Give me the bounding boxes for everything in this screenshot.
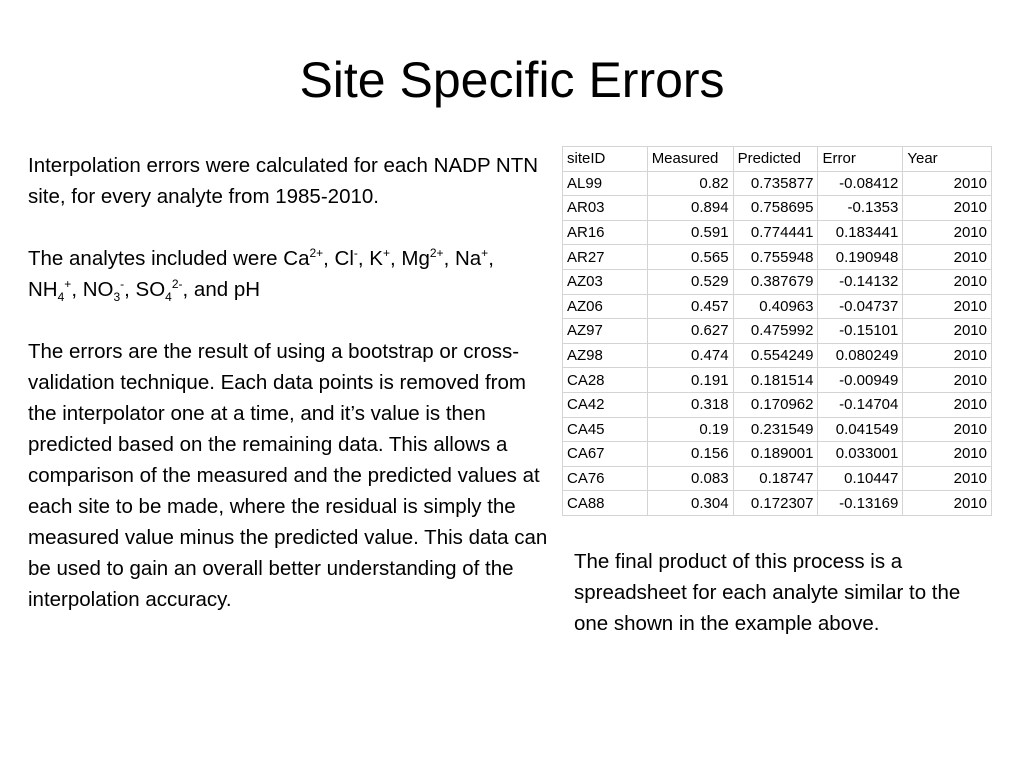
table-row — [563, 294, 992, 319]
table-cell: 0.10447 — [818, 466, 903, 491]
table-cell: -0.1353 — [818, 196, 903, 221]
table-cell: 0.82 — [647, 171, 733, 196]
description-text — [28, 150, 548, 615]
column-header: Year — [903, 147, 992, 172]
table-cell: 0.183441 — [818, 220, 903, 245]
table-cell: 0.475992 — [733, 319, 818, 344]
table-row — [563, 368, 992, 393]
table-row — [563, 245, 992, 270]
table-row — [563, 466, 992, 491]
table-cell: 0.080249 — [818, 343, 903, 368]
table-cell: 0.735877 — [733, 171, 818, 196]
table-cell: CA67 — [563, 442, 648, 467]
table-cell: 0.457 — [647, 294, 733, 319]
column-header: siteID — [563, 147, 648, 172]
table-cell: AZ03 — [563, 269, 648, 294]
table-cell: 0.191 — [647, 368, 733, 393]
table-cell: AZ06 — [563, 294, 648, 319]
table-row — [563, 442, 992, 467]
table-cell: 0.170962 — [733, 392, 818, 417]
table-cell: 0.083 — [647, 466, 733, 491]
table-cell: CA88 — [563, 491, 648, 516]
table-cell: 2010 — [903, 245, 992, 270]
table-row — [563, 319, 992, 344]
table-row — [563, 343, 992, 368]
table-cell: AR27 — [563, 245, 648, 270]
table-cell: -0.15101 — [818, 319, 903, 344]
table-cell: 0.565 — [647, 245, 733, 270]
table-cell: 0.304 — [647, 491, 733, 516]
table-cell: 2010 — [903, 368, 992, 393]
table-cell: 0.474 — [647, 343, 733, 368]
table-cell: 0.758695 — [733, 196, 818, 221]
table-cell: 0.033001 — [818, 442, 903, 467]
table-cell: 0.529 — [647, 269, 733, 294]
table-cell: -0.04737 — [818, 294, 903, 319]
column-header: Error — [818, 147, 903, 172]
table-cell: 0.40963 — [733, 294, 818, 319]
table-cell: 2010 — [903, 319, 992, 344]
slide-title: Site Specific Errors — [299, 52, 725, 108]
table-cell: CA42 — [563, 392, 648, 417]
table-cell: 2010 — [903, 343, 992, 368]
table-cell: CA76 — [563, 466, 648, 491]
table-cell: 0.231549 — [733, 417, 818, 442]
table-row — [563, 220, 992, 245]
table-cell: 2010 — [903, 294, 992, 319]
caption-text: The final product of this process is a spreadsheet for each analyte similar to the one shown in the example above. — [574, 550, 961, 635]
table-cell: 0.181514 — [733, 368, 818, 393]
table-cell: 2010 — [903, 466, 992, 491]
table-cell: 0.894 — [647, 196, 733, 221]
table-cell: 2010 — [903, 171, 992, 196]
table-row — [563, 392, 992, 417]
table-cell: 0.190948 — [818, 245, 903, 270]
table-row — [563, 171, 992, 196]
table-cell: 0.627 — [647, 319, 733, 344]
table-cell: -0.00949 — [818, 368, 903, 393]
table-cell: 0.189001 — [733, 442, 818, 467]
table-cell: 2010 — [903, 196, 992, 221]
table-cell: 2010 — [903, 269, 992, 294]
method-paragraph: The errors are the result of using a bootstrap or cross-validation technique. Each data points is removed from the interpolator one at a time, and it’s value is then predicted based on the remaining data. This allows a comparison of the measured and the predicted values at each site to be made, where the residual is simply the measured value minus the predicted value. This data can be used to gain an overall better understanding of the interpolation accuracy. — [28, 340, 548, 611]
table-row — [563, 417, 992, 442]
column-header: Measured — [647, 147, 733, 172]
intro-paragraph: Interpolation errors were calculated for each NADP NTN site, for every analyte from 1985-2010. — [28, 154, 539, 208]
table-row — [563, 196, 992, 221]
table-cell: 2010 — [903, 491, 992, 516]
table-cell: 0.774441 — [733, 220, 818, 245]
table-cell: -0.08412 — [818, 171, 903, 196]
table-cell: 0.156 — [647, 442, 733, 467]
table-cell: 0.387679 — [733, 269, 818, 294]
table-cell: AR03 — [563, 196, 648, 221]
table-header-row — [563, 147, 992, 172]
table-cell: 2010 — [903, 392, 992, 417]
table-cell: CA45 — [563, 417, 648, 442]
table-cell: 0.19 — [647, 417, 733, 442]
table-cell: -0.13169 — [818, 491, 903, 516]
table-cell: 0.554249 — [733, 343, 818, 368]
table-cell: 0.591 — [647, 220, 733, 245]
table-cell: AL99 — [563, 171, 648, 196]
table-cell: AR16 — [563, 220, 648, 245]
error-spreadsheet — [562, 146, 992, 516]
table-cell: -0.14132 — [818, 269, 903, 294]
column-header: Predicted — [733, 147, 818, 172]
table-cell: 0.172307 — [733, 491, 818, 516]
table-cell: -0.14704 — [818, 392, 903, 417]
table-cell: 0.18747 — [733, 466, 818, 491]
table-cell: 2010 — [903, 417, 992, 442]
table-cell: CA28 — [563, 368, 648, 393]
table-row — [563, 491, 992, 516]
table-cell: 2010 — [903, 220, 992, 245]
table-cell: 0.755948 — [733, 245, 818, 270]
table-cell: 0.041549 — [818, 417, 903, 442]
table-cell: 2010 — [903, 442, 992, 467]
table-cell: AZ97 — [563, 319, 648, 344]
table-cell: 0.318 — [647, 392, 733, 417]
analytes-paragraph: The analytes included were $Ca^{2+}$, Cl-, K+, $Mg^{2+}$, Na+, $NH_4^+$, $NO_3^-$, $SO_4^{2-}$, and pH — [28, 246, 494, 304]
table-row — [563, 269, 992, 294]
table-cell: AZ98 — [563, 343, 648, 368]
